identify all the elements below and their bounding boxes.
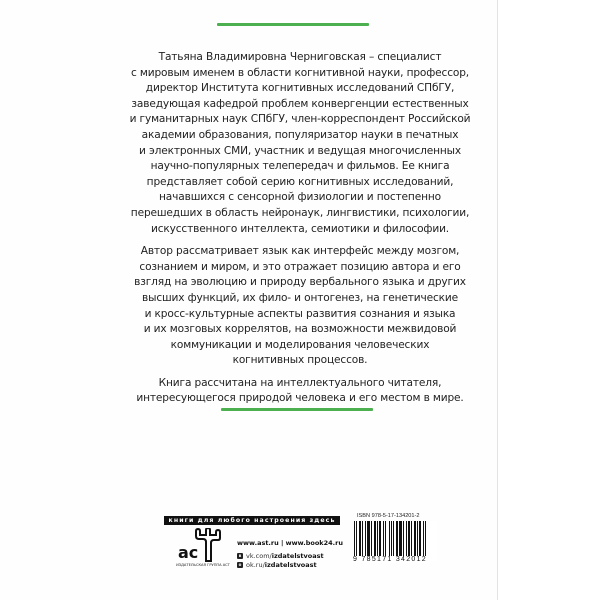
paragraph-author-bio <box>125 50 475 237</box>
barcode-digits: 9 785171 342012 <box>353 556 427 563</box>
text-line: и гуманитарных наук СПбГУ, член-корреспондент Российской <box>129 113 471 126</box>
publisher-caption: ИЗДАТЕЛЬСКАЯ ГРУППА АСТ <box>176 563 230 567</box>
text-line: и их мозговых коррелятов, на возможности межвидовой <box>143 323 457 336</box>
text-line: Книга рассчитана на интеллектуального читателя, <box>158 376 442 389</box>
text-line: взгляд на эволюцию и природу вербального языка и других <box>134 276 466 289</box>
paragraph-book-summary <box>125 244 475 369</box>
text-line: с мировым именем в области когнитивной науки, профессор, <box>130 66 470 79</box>
social-prefix: ok.ru/ <box>246 561 265 569</box>
publisher-slogan-bar: книги для любого настроения здесь <box>164 516 340 525</box>
top-accent-rule <box>217 23 369 26</box>
text-line: представляет собой серию когнитивных исследований, <box>146 175 454 188</box>
text-line: научно-популярных телепередач и фильмов. Ее книга <box>150 160 450 173</box>
social-link-ok[interactable] <box>237 561 343 569</box>
vk-icon: в <box>238 553 242 558</box>
text-line: сознанием и миром, и это отражает позицию автора и его <box>139 260 461 273</box>
ast-logo-icon <box>176 528 226 562</box>
svg-text:ас: ас <box>178 543 199 562</box>
text-line: Татьяна Владимировна Черниговская – специалист <box>158 51 442 63</box>
paragraph-audience <box>125 376 475 407</box>
text-line: высших функций, их фило- и онтогенез, на генетические <box>142 291 458 304</box>
publisher-links <box>237 538 343 569</box>
isbn-label: ISBN 978-5-17-134201-2 <box>357 513 420 519</box>
text-line: Автор рассматривает язык как интерфейс между мозгом, <box>140 245 460 258</box>
social-link-vk[interactable] <box>237 552 343 560</box>
text-line: директор Института когнитивных исследований СПбГУ, <box>145 82 455 95</box>
text-line: и электронных СМИ, участник и ведущая многочисленных <box>139 144 461 157</box>
social-handle: izdatelstvoast <box>271 552 324 560</box>
text-line: начавшихся с сенсорной физиологии и постепенно <box>159 191 441 204</box>
text-line: когнитивных процессов. <box>232 354 368 367</box>
text-line: интересующегося природой человека и его местом в мире. <box>136 392 464 405</box>
social-prefix: vk.com/ <box>246 552 272 560</box>
text-line: академии образования, популяризатор науки в печатных <box>141 128 459 141</box>
website-links[interactable]: www.ast.ru | www.book24.ru <box>237 539 343 547</box>
description-text <box>125 50 475 414</box>
text-line: коммуникации и моделирования человеческих <box>170 338 430 351</box>
text-line: заведующая кафедрой проблем конвергенции естественных <box>131 97 469 110</box>
text-line: перешедших в область нейронаук, лингвистики, психологии, <box>130 206 470 219</box>
ok-icon: o <box>238 562 242 567</box>
social-handle: izdatelstvoast <box>264 561 317 569</box>
barcode-icon <box>354 521 437 561</box>
spine-edge-line <box>497 0 498 600</box>
bottom-accent-rule <box>221 408 373 411</box>
text-line: и кросс-культурные аспекты развития сознания и языка <box>144 307 456 320</box>
text-line: искусственного интеллекта, семиотики и философии. <box>150 222 450 235</box>
